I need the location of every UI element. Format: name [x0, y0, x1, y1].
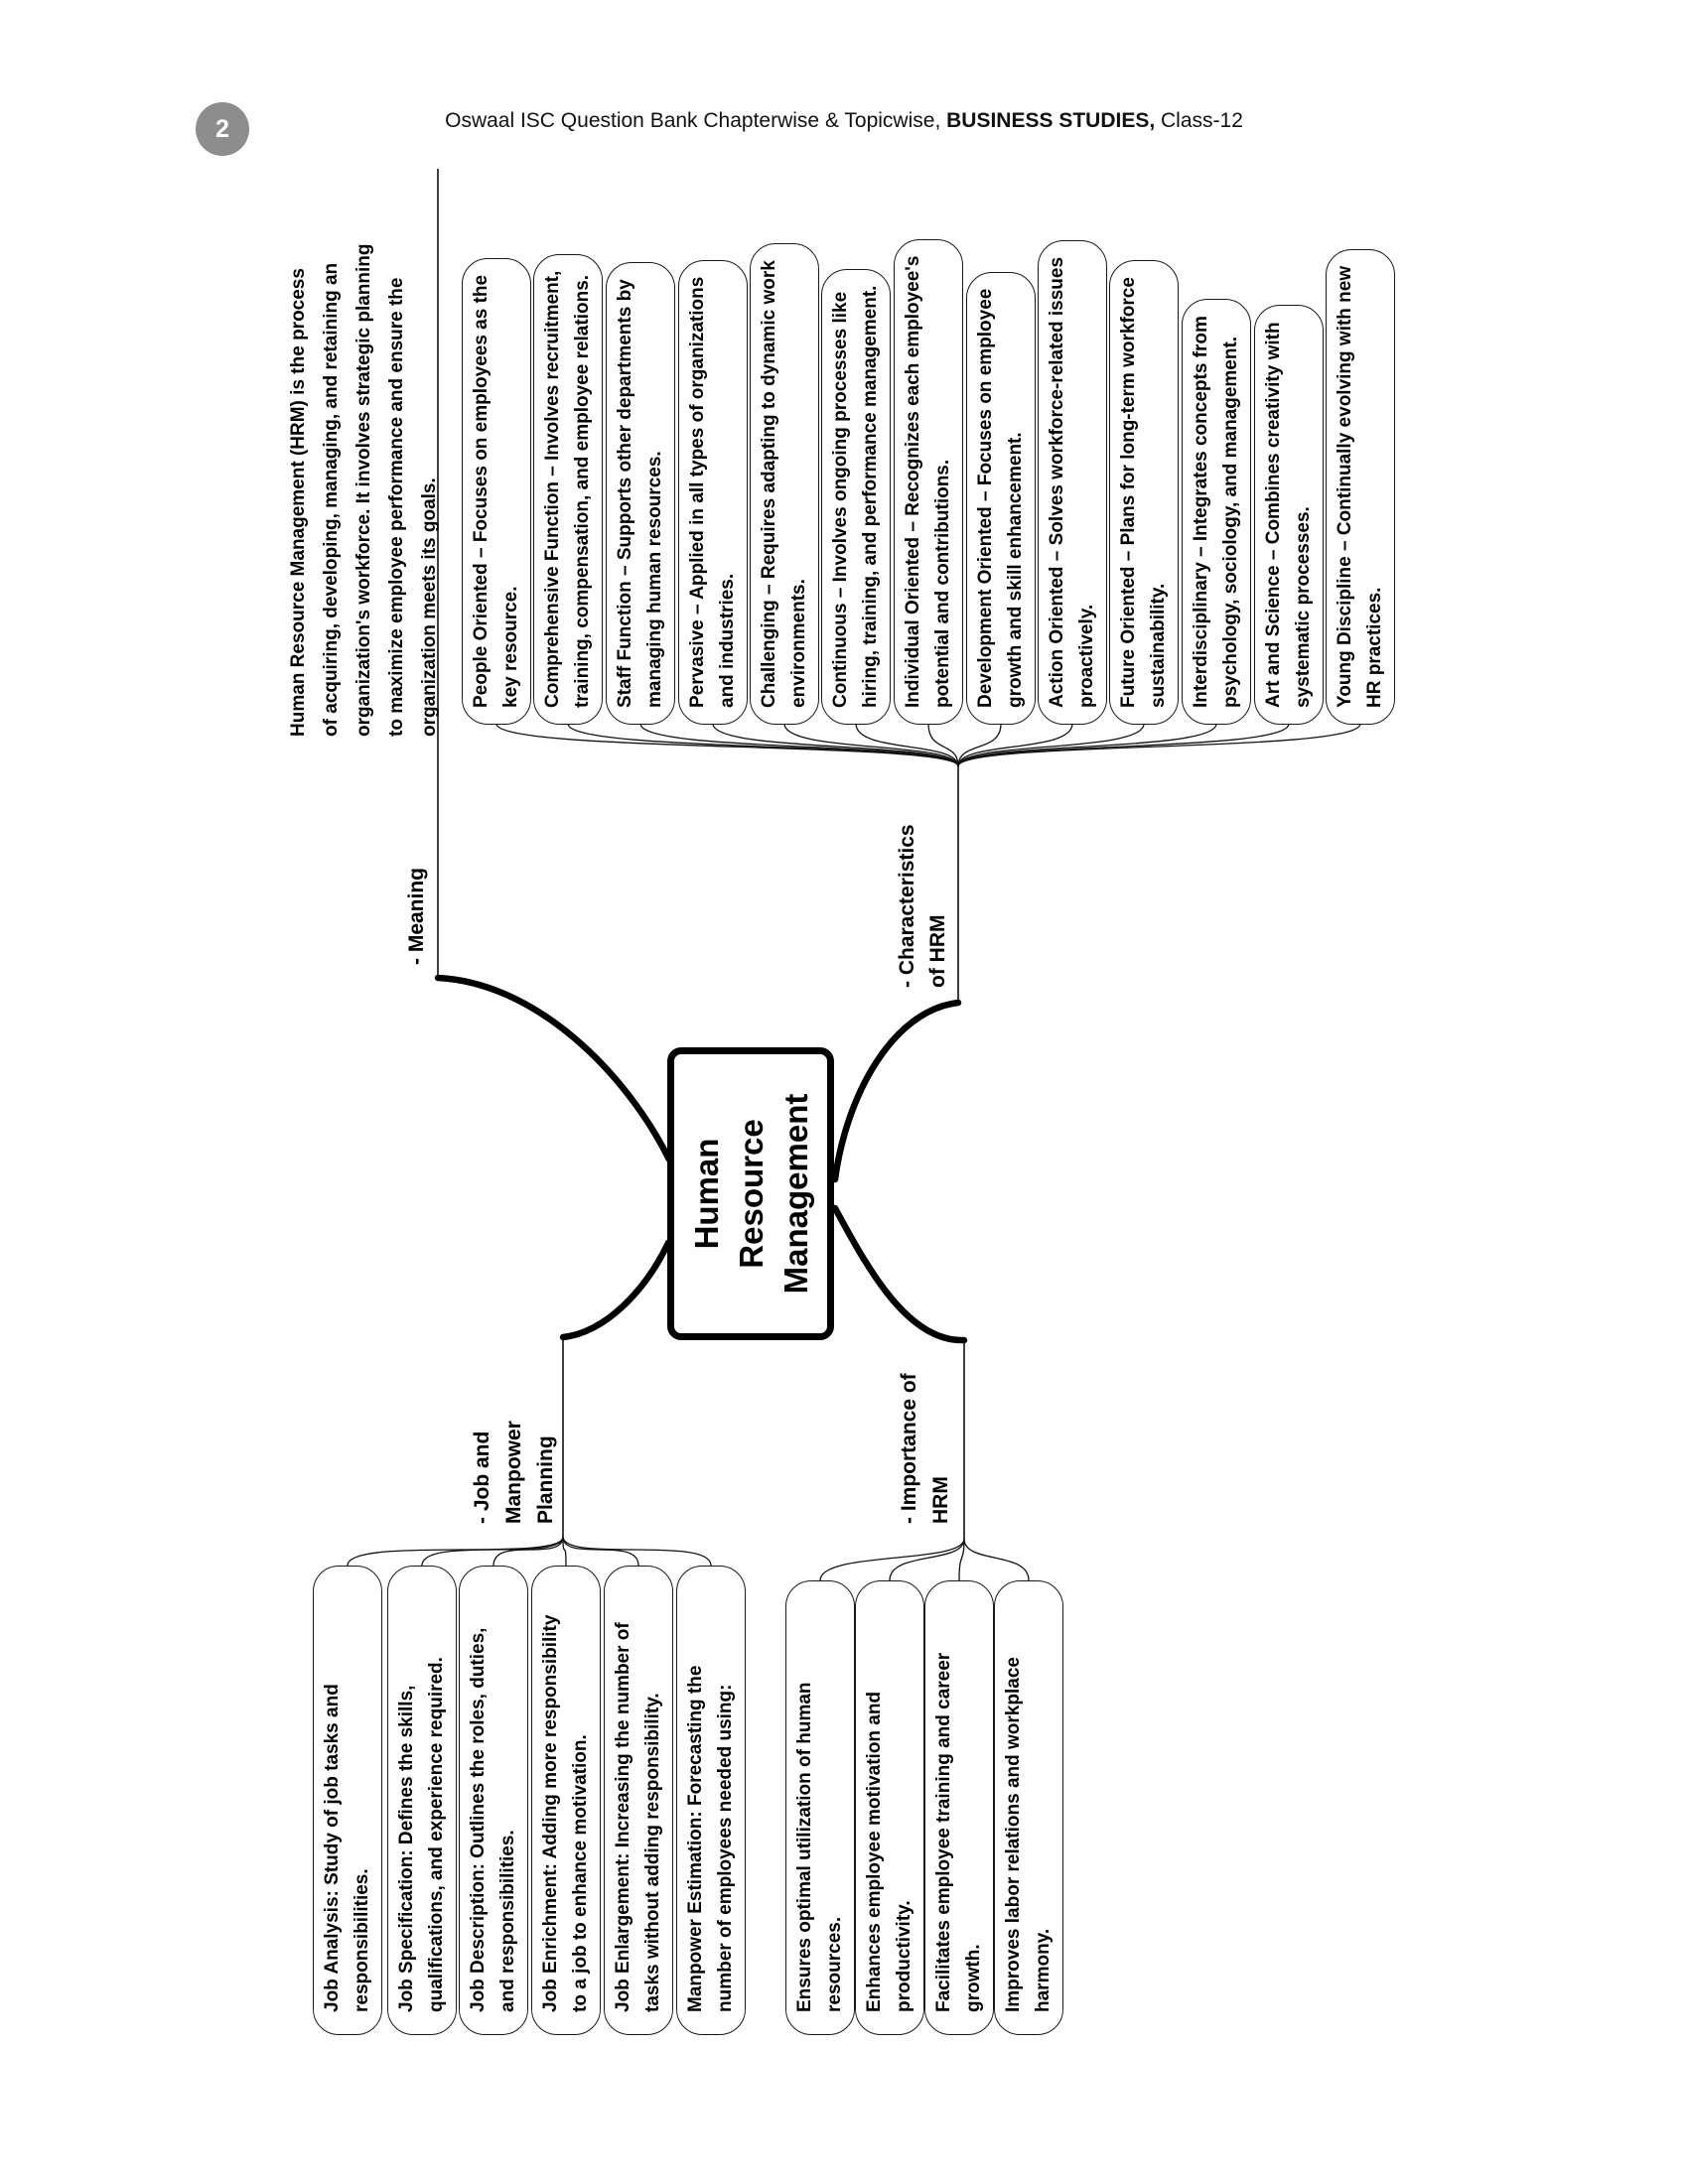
branch-label-characteristics [892, 824, 953, 988]
central-node-line: Management [776, 1093, 814, 1295]
characteristics-leaf-item [606, 262, 675, 725]
importance-leaf-connector [964, 1539, 1029, 1580]
leaf-line: managing human resources. [644, 451, 665, 708]
characteristics-leaf-item [678, 260, 748, 725]
characteristics-leaf-connector [958, 724, 1072, 766]
meaning-paragraph-leaf [282, 243, 446, 737]
job-leaf-connector [563, 1537, 711, 1566]
leaf-line: tasks without adding responsibility. [642, 1693, 663, 2012]
leaf-line: Job Analysis: Study of job tasks and [322, 1684, 343, 2012]
characteristics-leaf-connector [958, 724, 1289, 766]
leaf-line: Facilitates employee training and career [933, 1652, 954, 2012]
leaf-line: key resource. [500, 586, 521, 708]
branch-label-line: - Meaning [405, 868, 428, 965]
leaf-line: harmony. [1033, 1928, 1054, 2012]
leaf-line: Challenging – Requires adapting to dynamic work [759, 260, 779, 708]
leaf-line: Action Oriented – Solves workforce-related issues [1047, 256, 1067, 708]
branch-label-importance [894, 1373, 957, 1524]
leaf-line: qualifications, and experience required. [426, 1657, 447, 2012]
leaf-line: Ensures optimal utilization of human [794, 1682, 815, 2012]
branch-label-line: - Characteristics [896, 824, 918, 988]
leaf-line: training, compensation, and employee relations. [572, 274, 593, 708]
page-number-badge: 2 [196, 102, 249, 156]
characteristics-leaf-connector [713, 724, 958, 766]
central-node-line: Resource [732, 1119, 770, 1269]
leaf-line: Individual Oriented – Recognizes each employee's [903, 255, 923, 708]
characteristics-leaf-item [1326, 249, 1395, 725]
leaf-line: Pervasive – Applied in all types of organizations [687, 276, 708, 708]
characteristics-leaf-item [1038, 240, 1107, 725]
leaf-line: resources. [824, 1916, 845, 2012]
characteristics-leaf-item [966, 272, 1036, 725]
leaf-line: Interdisciplinary – Integrates concepts from [1191, 316, 1211, 708]
leaf-line: Future Oriented – Plans for long-term workforce [1118, 277, 1139, 708]
leaf-line: growth and skill enhancement. [1005, 432, 1026, 708]
importance-leaf-connector [820, 1539, 964, 1580]
leaf-line: Job Description: Outlines the roles, duties, [468, 1627, 489, 2012]
branch-label-line: - Job and [471, 1431, 493, 1524]
job-leaf-connector [422, 1537, 563, 1566]
characteristics-leaf-item [1254, 305, 1324, 725]
paragraph-line: to maximize employee performance and ensure the [386, 277, 407, 737]
page-header [0, 109, 1688, 133]
job-leaf-item [531, 1566, 601, 2035]
leaf-line: Young Discipline – Continually evolving with new [1335, 265, 1355, 708]
paragraph-line: Human Resource Management (HRM) is the process [288, 268, 309, 737]
paragraph-line: organization's workforce. It involves strategic planning [353, 243, 374, 737]
paragraph-line: of acquiring, developing, managing, and retaining an [321, 262, 342, 737]
branch-label-job-manpower-planning [467, 1421, 562, 1524]
central-node-line: Human [687, 1138, 725, 1250]
leaf-line: to a job to enhance motivation. [570, 1734, 591, 2012]
leaf-line: Improves labor relations and workplace [1003, 1657, 1024, 2012]
central-node [667, 1047, 834, 1340]
job-leaf-item [387, 1566, 457, 2035]
header-class: Class-12 [1155, 109, 1243, 132]
branch-label-line: Planning [534, 1435, 557, 1524]
branch-label-meaning [401, 868, 433, 965]
importance-leaf-item [785, 1580, 855, 2035]
importance-leaf-connector [890, 1539, 964, 1580]
branch-label-line: - Importance of [898, 1373, 920, 1524]
leaf-line: Art and Science – Combines creativity with [1263, 322, 1284, 708]
header-book-title: BUSINESS STUDIES, [946, 109, 1156, 132]
leaf-line: People Oriented – Focuses on employees as the [471, 274, 492, 708]
job-leaf-item [459, 1566, 528, 2035]
leaf-line: Development Oriented – Focuses on employee [975, 288, 996, 708]
job-leaf-item [604, 1566, 673, 2035]
characteristics-leaf-item [894, 239, 963, 725]
leaf-line: Job Enrichment: Adding more responsibility [540, 1614, 561, 2012]
leaf-line: productivity. [894, 1900, 914, 2012]
leaf-line: Continuous – Involves ongoing processes like [830, 291, 851, 708]
leaf-line: proactively. [1076, 604, 1097, 708]
leaf-line: Comprehensive Function – Involves recruitment, [542, 270, 563, 708]
leaf-line: and responsibilities. [497, 1830, 518, 2012]
importance-leaf-item [855, 1580, 924, 2035]
characteristics-branch-curve [835, 1003, 958, 1179]
leaf-line: systematic processes. [1293, 506, 1314, 708]
leaf-line: and industries. [717, 573, 738, 708]
paragraph-line: organization meets its goals. [419, 478, 440, 737]
branch-label-line: of HRM [926, 914, 949, 988]
characteristics-leaf-item [462, 258, 531, 725]
leaf-line: Staff Function – Supports other departments by [615, 279, 635, 708]
leaf-line: hiring, training, and performance management. [860, 285, 881, 708]
leaf-line: responsibilities. [352, 1868, 372, 2012]
branch-label-line: Manpower [502, 1421, 525, 1524]
leaf-line: HR practices. [1364, 587, 1385, 708]
leaf-line: Job Enlargement: Increasing the number of [613, 1622, 633, 2012]
job-branch-curve [563, 1243, 668, 1337]
leaf-line: sustainability. [1148, 583, 1169, 708]
leaf-line: Job Specification: Defines the skills, [396, 1685, 417, 2012]
meaning-branch-curve [438, 978, 669, 1160]
leaf-line: Enhances employee motivation and [864, 1691, 885, 2012]
characteristics-leaf-item [533, 254, 603, 725]
characteristics-leaf-connector [958, 724, 1216, 766]
job-leaf-item [676, 1566, 746, 2035]
job-leaf-connector [493, 1537, 563, 1566]
characteristics-leaf-item [750, 243, 819, 725]
characteristics-leaf-item [821, 269, 891, 725]
job-leaf-connector [563, 1537, 638, 1566]
leaf-line: Manpower Estimation: Forecasting the [685, 1665, 706, 2012]
branch-label-line: HRM [929, 1476, 952, 1524]
leaf-line: psychology, sociology, and management. [1220, 336, 1241, 708]
importance-leaf-item [924, 1580, 994, 2035]
leaf-line: growth. [963, 1944, 984, 2012]
header-text: Oswaal ISC Question Bank Chapterwise & Topicwise, [445, 109, 947, 132]
leaf-line: number of employees needed using: [715, 1684, 736, 2012]
job-fan [348, 1537, 711, 1566]
importance-fan [820, 1539, 1029, 1580]
importance-branch-curve [835, 1208, 964, 1340]
importance-leaf-item [994, 1580, 1063, 2035]
characteristics-leaf-item [1109, 260, 1179, 725]
characteristics-leaf-item [1182, 299, 1251, 725]
characteristics-leaf-connector [856, 724, 958, 766]
characteristics-fan [496, 724, 1360, 766]
job-leaf-item [313, 1566, 382, 2035]
leaf-line: potential and contributions. [932, 459, 953, 708]
leaf-line: environments. [788, 579, 809, 708]
